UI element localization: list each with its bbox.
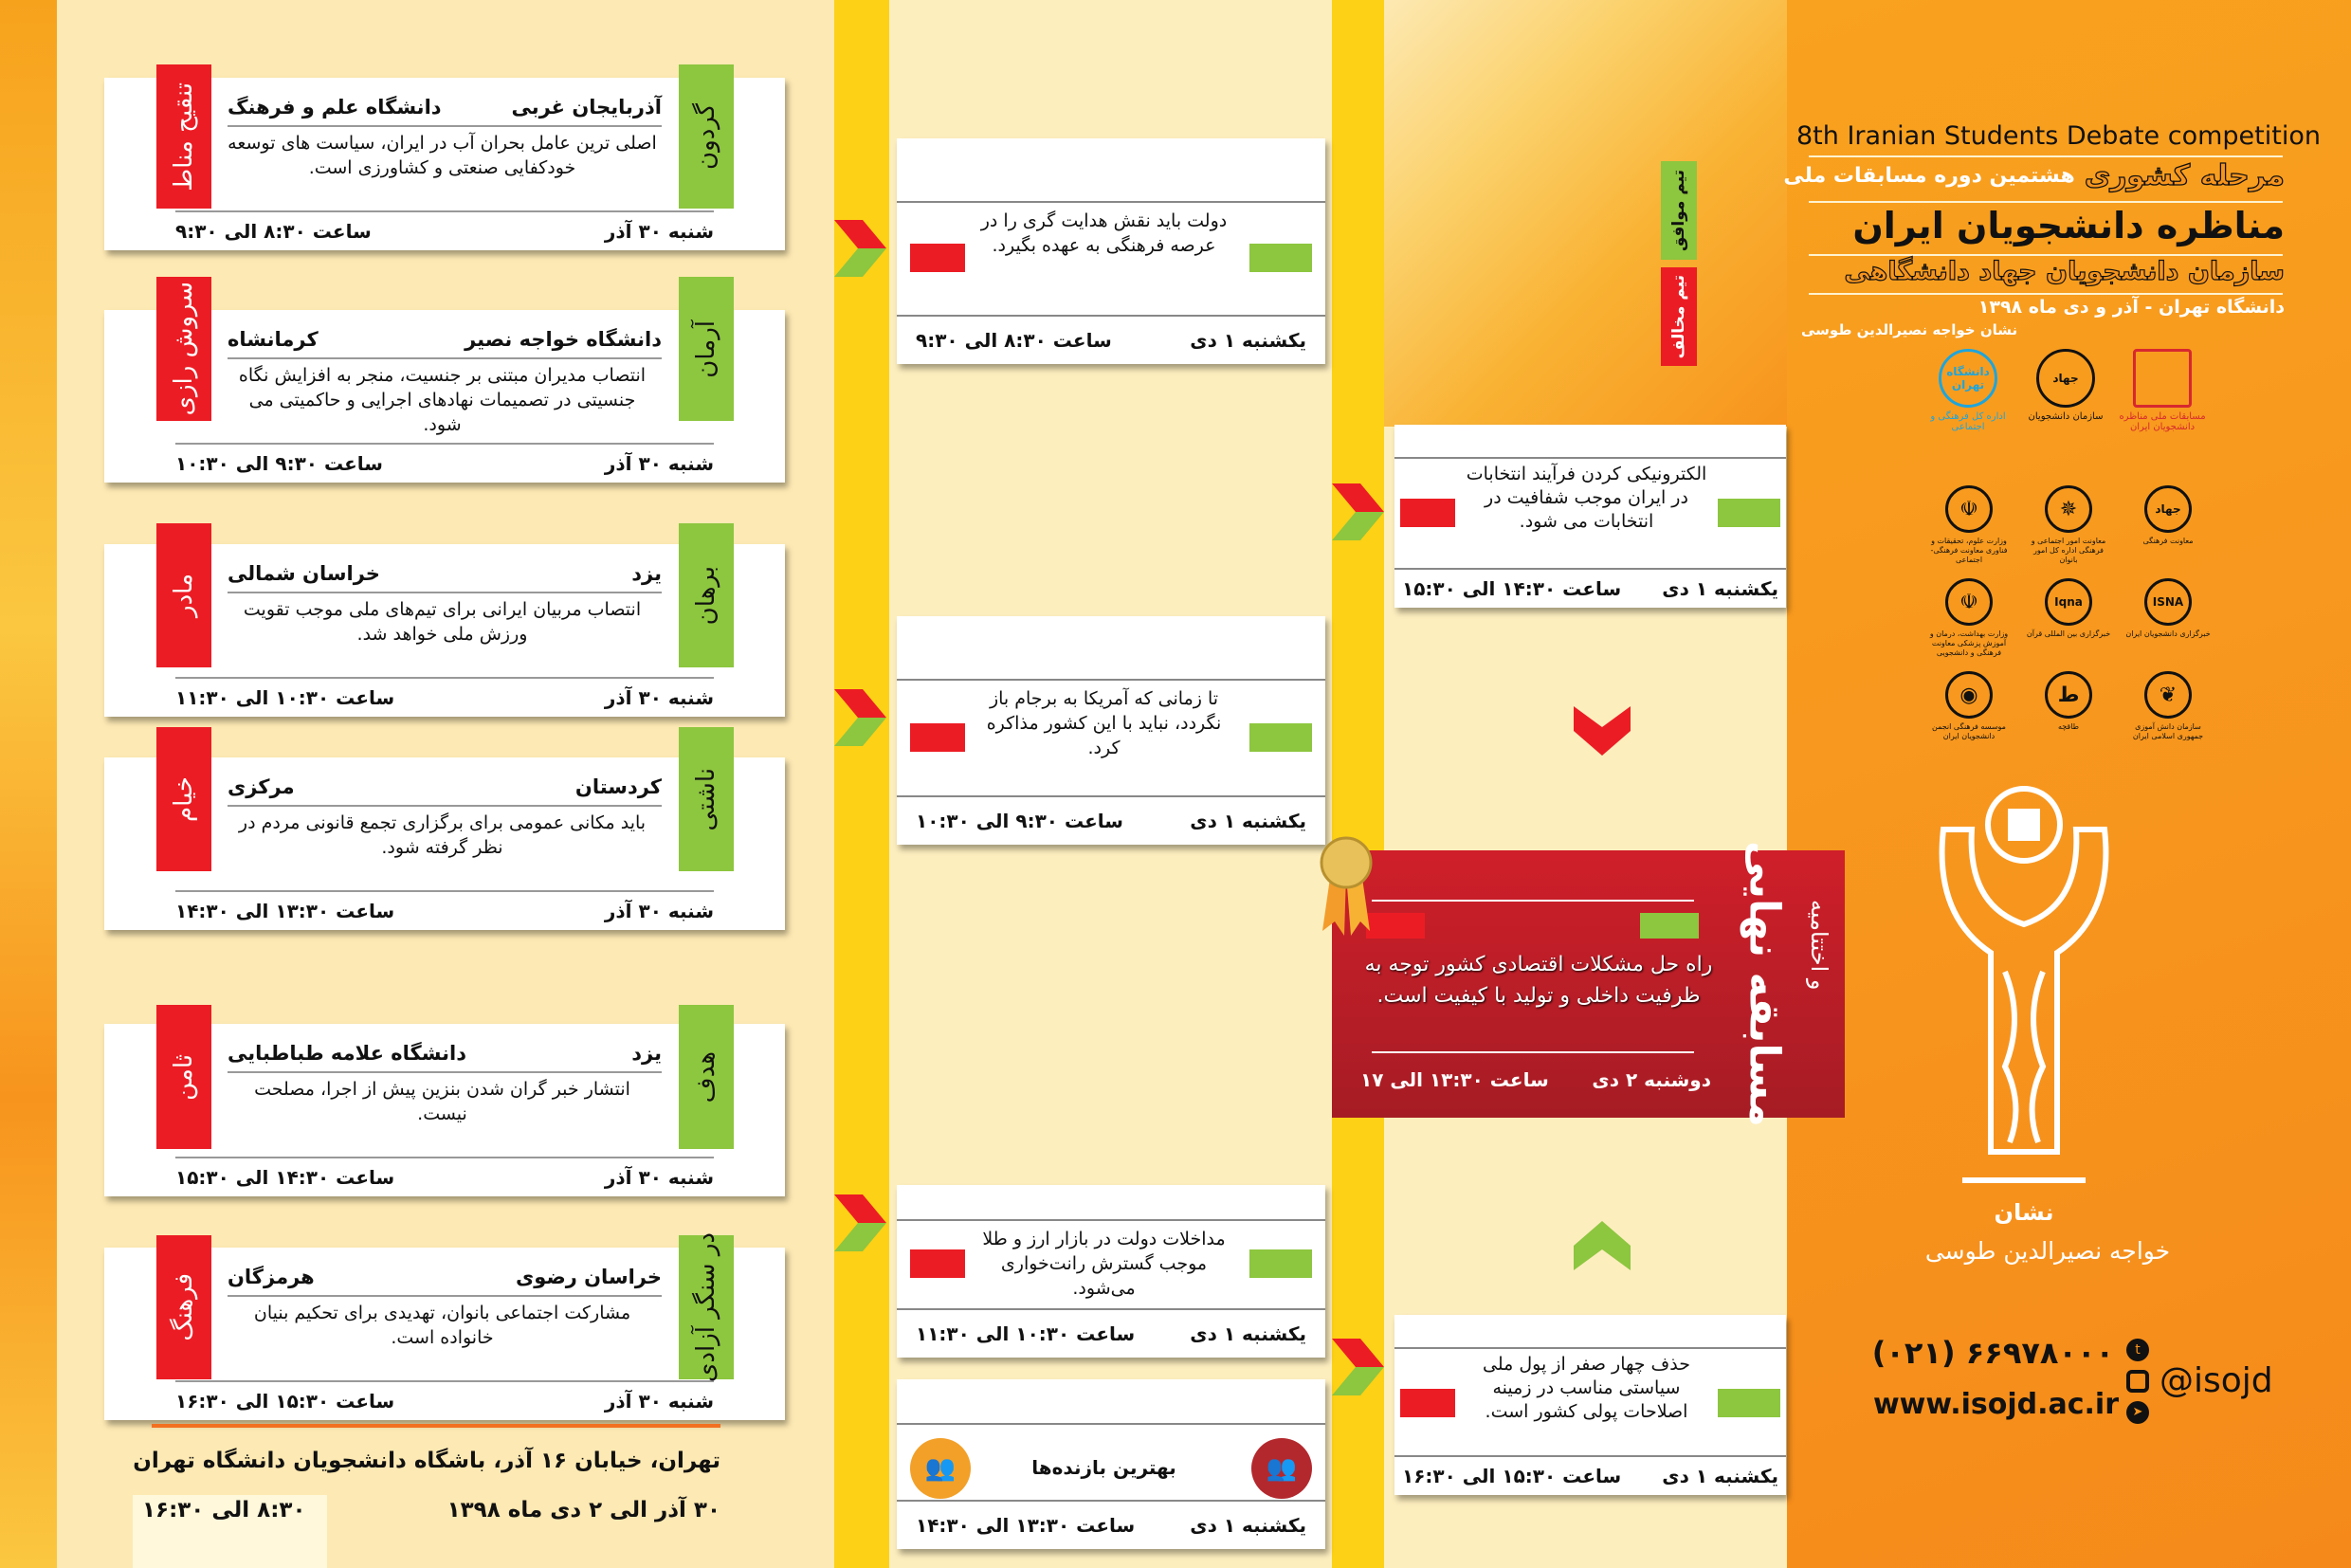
match-time: ساعت ۹:۳۰ الی ۱۰:۳۰: [175, 452, 383, 475]
con-team-slot: [910, 723, 965, 752]
debate-topic: مشارکت اجتماعی بانوان، تهدیدی برای تحکیم بنیان خانواده است.: [253, 1303, 631, 1348]
logo-icon: ◉: [1945, 671, 1993, 719]
match-time: ساعت ۱۴:۳۰ الی ۱۵:۳۰: [175, 1166, 395, 1189]
university-right: یزد: [631, 562, 662, 585]
chevron-up-icon: [1574, 1221, 1631, 1270]
pro-team-slot: [1249, 1249, 1312, 1278]
match-time: ساعت ۱۵:۳۰ الی ۱۶:۳۰: [1402, 1465, 1622, 1487]
sponsor-logo: ❦ سازمان دانش آموزی جمهوری اسلامی ایران: [2123, 671, 2213, 741]
edition-label: هشتمین دوره مسابقات ملی: [1783, 164, 2075, 188]
logo-icon: ISNA: [2144, 578, 2192, 626]
venue-date: دانشگاه تهران - آذر و دی ماه ۱۳۹۸: [1977, 297, 2285, 318]
logo-icon: ❦: [2144, 671, 2192, 719]
telegram-icon[interactable]: ➤: [2126, 1401, 2149, 1424]
chevron-down-icon: [1574, 706, 1631, 756]
logo-icon: جهاد: [2036, 349, 2095, 408]
bracket-arrow-icon: [1332, 1339, 1384, 1395]
university-left: مرکزی: [228, 775, 295, 798]
debate-topic: الکترونیکی کردن فرآیند انتخابات در ایران موجب شفافیت در انتخابات می شود.: [1466, 464, 1707, 532]
venue-hours: ۸:۳۰ الی ۱۶:۳۰: [142, 1498, 306, 1522]
logo-icon: ط: [2045, 671, 2092, 719]
university-right: کردستان: [574, 775, 662, 798]
pro-team-slot: [1249, 244, 1312, 272]
match-time: ساعت ۱۳:۳۰ الی ۱۷: [1360, 1068, 1549, 1091]
debate-topic: حذف چهار صفر از پول ملی سیاستی مناسب در زمینه اصلاحات پولی کشور است.: [1483, 1354, 1690, 1422]
con-team-slot: [1366, 913, 1425, 939]
instagram-icon[interactable]: [2126, 1370, 2149, 1393]
sponsor-logo: ✵ معاونت امور اجتماعی و فرهنگی اداره کل امور بانوان: [2024, 485, 2113, 565]
match-day: شنبه ۳۰ آذر: [604, 1390, 714, 1413]
university-right: خراسان رضوی: [516, 1266, 662, 1288]
green-team-tab: ناشتی: [679, 727, 734, 871]
university-left: هرمزگان: [228, 1266, 315, 1288]
red-team-tab: ثامن: [156, 1005, 211, 1149]
pro-team-slot: [1718, 499, 1780, 527]
organizer-logo: مسابقات ملی مناظره دانشجویان ایران: [2119, 349, 2206, 432]
match-day: شنبه ۳۰ آذر: [604, 900, 714, 922]
organizer-logo: جهاد سازمان دانشجویان: [2022, 349, 2109, 422]
website-link[interactable]: www.isojd.ac.ir: [1872, 1388, 2119, 1421]
university-left: دانشگاه علم و فرهنگ: [228, 96, 442, 119]
debate-topic: انتصاب مربیان ایرانی برای تیم‌های ملی موجب تقویت ورزش ملی خواهد شد.: [243, 599, 642, 645]
final-subtitle: و اختتامیه: [1806, 900, 1832, 991]
logo-icon: [2133, 349, 2192, 408]
round2-match-card: [897, 138, 1325, 364]
green-team-tab: آرمان: [679, 277, 734, 421]
logo-icon: ☫: [1945, 485, 1993, 533]
match-day: یکشنبه ۱ دی: [1662, 1465, 1778, 1487]
sponsor-logo: Iqna خبرگزاری بین المللی قرآن: [2024, 578, 2113, 639]
con-team-slot: [910, 244, 965, 272]
debate-topic: مداخلات دولت در بازار ارز و طلا موجب گسترش رانت‌خواری می‌شود.: [982, 1229, 1226, 1299]
divider: [1809, 201, 2283, 203]
logo-icon: دانشگاه تهران: [1939, 349, 1997, 408]
final-topic: راه حل مشکلات اقتصادی کشور توجه به ظرفیت داخلی و تولید با کیفیت است.: [1364, 953, 1713, 1008]
debate-topic: انتصاب مدیران مبتنی بر جنسیت، منجر به افزایش نگاه جنسیتی در تصمیمات نهادهای اجرایی و حاکمیتی می شود.: [238, 365, 647, 435]
sponsor-logo: ط طاقچه: [2024, 671, 2113, 732]
match-time: ساعت ۱۴:۳۰ الی ۱۵:۳۰: [1402, 577, 1622, 600]
debate-topic: باید مکانی عمومی برای برگزاری تجمع قانونی مردم در نظر گرفته شود.: [238, 812, 647, 858]
divider: [1809, 254, 2283, 256]
match-day: یکشنبه ۱ دی: [1190, 1322, 1306, 1345]
debate-topic: اصلی ترین عامل بحران آب در ایران، سیاست های توسعه خودکفایی صنعتی و کشاورزی است.: [228, 133, 657, 178]
university-left: کرمانشاه: [228, 328, 319, 351]
round2-match-card: [897, 1185, 1325, 1358]
divider: [152, 1424, 720, 1428]
final-title: مسابقه نهایی: [1740, 841, 1789, 1127]
pro-team-slot: [1249, 723, 1312, 752]
divider: [1372, 900, 1694, 902]
sponsor-logo: ISNA خبرگزاری دانشجویان ایران: [2123, 578, 2213, 639]
green-team-tab: برهان: [679, 523, 734, 667]
decorative-strip: [0, 0, 57, 1568]
venue-dates: ۳۰ آذر الی ۲ دی ماه ۱۳۹۸: [447, 1498, 720, 1522]
red-team-tab: تنقیح مناط: [156, 64, 211, 209]
divider: [1809, 155, 2283, 157]
match-time: ساعت ۱۰:۳۰ الی ۱۱:۳۰: [175, 686, 395, 709]
bracket-arrow-icon: [834, 220, 886, 277]
pro-team-label: تیم موافق: [1661, 161, 1697, 260]
bracket-arrow-icon: [834, 689, 886, 746]
divider: [1372, 1051, 1694, 1053]
bracket-arrow-icon: [834, 1194, 886, 1251]
twitter-icon[interactable]: t: [2126, 1339, 2149, 1361]
match-time: ساعت ۱۵:۳۰ الی ۱۶:۳۰: [175, 1390, 395, 1413]
match-day: شنبه ۳۰ آذر: [604, 452, 714, 475]
match-day: یکشنبه ۱ دی: [1190, 329, 1306, 352]
debate-topic: بهترین بازنده‌ها: [1031, 1456, 1176, 1479]
debate-topic: انتشار خبر گران شدن بنزین پیش از اجرا، مصلحت نیست.: [254, 1079, 630, 1124]
stage-label: مرحله کشوری: [2084, 159, 2285, 192]
match-time: ساعت ۹:۳۰ الی ۱۰:۳۰: [916, 810, 1123, 832]
con-team-label: تیم مخالف: [1661, 267, 1697, 366]
match-day: یکشنبه ۱ دی: [1190, 810, 1306, 832]
trophy-icon: [1924, 773, 2123, 1190]
divider-bar: [1332, 0, 1384, 1568]
semifinal-match-card: [1394, 1315, 1786, 1495]
match-day: یکشنبه ۱ دی: [1662, 577, 1778, 600]
sponsor-logo: جهاد معاونت فرهنگی: [2123, 485, 2213, 546]
green-team-tab: در سنگر آزادی: [679, 1235, 734, 1379]
english-title: 8th Iranian Students Debate competition: [1796, 121, 2321, 151]
match-time: ساعت ۸:۳۰ الی ۹:۳۰: [175, 220, 372, 243]
pro-team-slot: [1640, 913, 1699, 939]
red-team-tab: مادر: [156, 523, 211, 667]
medal-icon: [1318, 836, 1375, 940]
social-handle[interactable]: @isojd: [2160, 1361, 2273, 1400]
phone-number: ۶۶۹۷۸۰۰۰ (۰۲۱): [1871, 1335, 2114, 1371]
logo-icon: ☫: [1945, 578, 1993, 626]
final-match-card: [1332, 841, 1845, 1127]
trophy-label-top: نشان: [1994, 1199, 2054, 1226]
trophy-label-bottom: خواجه نصیرالدین طوسی: [1924, 1237, 2171, 1265]
logo-icon: جهاد: [2144, 485, 2192, 533]
pro-team-slot: [1718, 1389, 1780, 1417]
award-name: نشان خواجه نصیرالدین طوسی: [1801, 321, 2018, 338]
con-team-slot: [1400, 1389, 1455, 1417]
match-day: شنبه ۳۰ آذر: [604, 1166, 714, 1189]
people-group-icon: 👥: [910, 1438, 971, 1499]
logo-icon: ✵: [2045, 485, 2092, 533]
match-time: ساعت ۱۰:۳۰ الی ۱۱:۳۰: [916, 1322, 1136, 1345]
debate-topic: تا زمانی که آمریکا به برجام باز نگردد، نباید با این کشور مذاکره کرد.: [986, 688, 1222, 758]
organizer-title: سازمان دانشجویان جهاد دانشگاهی: [1844, 257, 2285, 286]
match-day: شنبه ۳۰ آذر: [604, 686, 714, 709]
organizer-logo: دانشگاه تهران اداره کل فرهنگی و اجتماعی: [1924, 349, 2012, 432]
match-day: شنبه ۳۰ آذر: [604, 220, 714, 243]
debate-topic: دولت باید نقش هدایت گری را در عرصه فرهنگی به عهده بگیرد.: [980, 210, 1228, 256]
bracket-arrow-icon: [1332, 483, 1384, 540]
university-left: دانشگاه علامه طباطبایی: [228, 1042, 466, 1065]
sponsor-logo: ◉ موسسه فرهنگی انجمن دانشجویان ایران: [1924, 671, 2014, 741]
match-day: دوشنبه ۲ دی: [1592, 1068, 1711, 1091]
match-time: ساعت ۱۳:۳۰ الی ۱۴:۳۰: [916, 1514, 1136, 1537]
match-day: یکشنبه ۱ دی: [1190, 1514, 1306, 1537]
red-team-tab: فرهنگ: [156, 1235, 211, 1379]
university-right: یزد: [631, 1042, 662, 1065]
main-title: مناظره دانشجویان ایران: [1852, 205, 2285, 246]
red-team-tab: سروش رازی: [156, 277, 211, 421]
semifinal-match-card: [1394, 425, 1786, 608]
university-right: دانشگاه خواجه نصیر: [465, 328, 662, 351]
con-team-slot: [1400, 499, 1455, 527]
venue-address: تهران، خیابان ۱۶ آذر، باشگاه دانشجویان دانشگاه تهران: [133, 1449, 720, 1473]
match-time: ساعت ۸:۳۰ الی ۹:۳۰: [916, 329, 1112, 352]
people-group-icon: 👥: [1251, 1438, 1312, 1499]
logo-icon: Iqna: [2045, 578, 2092, 626]
green-team-tab: گردون: [679, 64, 734, 209]
round2-match-card: [897, 1379, 1325, 1549]
round2-match-card: [897, 616, 1325, 845]
university-left: خراسان شمالی: [228, 562, 380, 585]
con-team-slot: [910, 1249, 965, 1278]
green-team-tab: هدف: [679, 1005, 734, 1149]
sponsor-logo: ☫ وزارت بهداشت، درمان و آموزش پزشکی معاونت فرهنگی و دانشجویی: [1924, 578, 2014, 658]
divider: [1809, 293, 2283, 295]
red-team-tab: خیام: [156, 727, 211, 871]
match-time: ساعت ۱۳:۳۰ الی ۱۴:۳۰: [175, 900, 395, 922]
geometric-pattern: [1384, 0, 1787, 427]
university-right: آذربایجان غربی: [511, 96, 662, 119]
sponsor-logo: ☫ وزارت علوم، تحقیقات و فناوری معاونت فرهنگی-اجتماعی: [1924, 485, 2014, 565]
